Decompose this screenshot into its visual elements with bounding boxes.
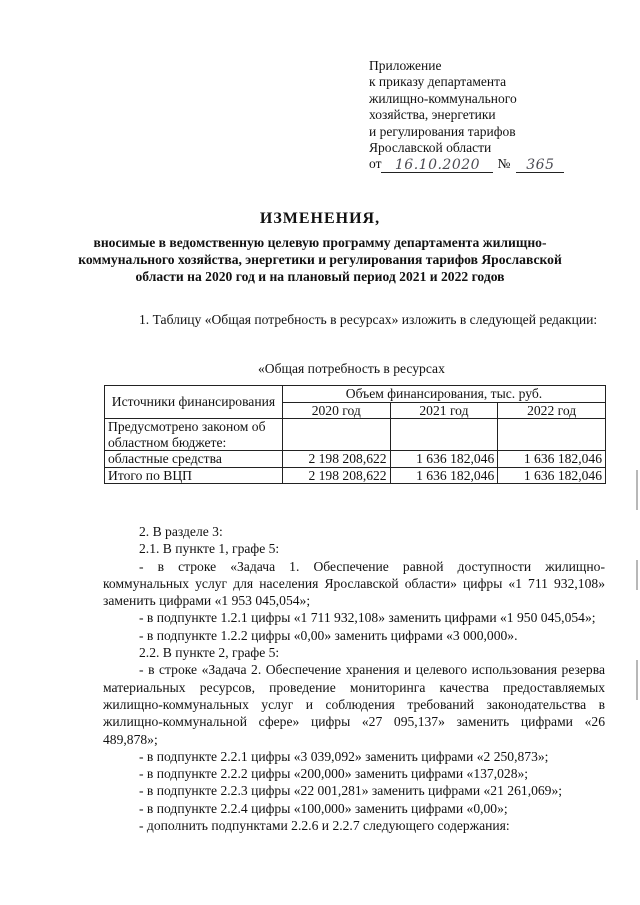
resources-table xyxy=(104,385,606,484)
header-year: 2020 год xyxy=(282,402,390,419)
empty-cell xyxy=(390,419,498,451)
row-label: областные средства xyxy=(105,451,283,468)
table-row xyxy=(105,419,606,451)
list-item: - в подпункте 2.2.3 цифры «22 001,281» заменить цифрами «21 261,069»; xyxy=(139,783,563,799)
list-item: - в подпункте 2.2.2 цифры «200,000» заменить цифрами «137,028»; xyxy=(139,766,529,782)
title-heading: ИЗМЕНЕНИЯ, xyxy=(259,210,381,227)
approval-line: Ярославской области xyxy=(369,140,492,156)
list-item: - дополнить подпунктами 2.2.6 и 2.2.7 следующего содержания: xyxy=(139,818,510,834)
approval-block xyxy=(369,58,564,173)
handwritten-number: 365 xyxy=(516,158,564,173)
approval-line: к приказу департамента xyxy=(369,74,507,90)
from-prefix: от xyxy=(369,156,382,172)
table-cell: 1 636 182,046 xyxy=(498,467,606,484)
table-cell: 1 636 182,046 xyxy=(498,451,606,468)
scan-edge-mark xyxy=(636,660,638,700)
document-title xyxy=(60,210,580,286)
order-date-number xyxy=(369,156,564,172)
title-subtitle: вносимые в ведомственную целевую программу департамента жилищно-коммунального хозяйства, энергетики и регулирования тарифов Ярославской области на 2020 год и на плановый период 2021 и 2022 годов xyxy=(78,235,562,285)
row-label: Предусмотрено законом об областном бюджете: xyxy=(105,419,283,451)
approval-line: Приложение xyxy=(369,58,442,73)
header-year: 2022 год xyxy=(498,402,606,419)
table-cell: 1 636 182,046 xyxy=(390,451,498,468)
paragraph-1: 1. Таблицу «Общая потребность в ресурсах» изложить в следующей редакции: xyxy=(139,312,598,327)
table-row xyxy=(105,467,606,484)
header-year: 2021 год xyxy=(390,402,498,419)
empty-cell xyxy=(498,419,606,451)
handwritten-date: 16.10.2020 xyxy=(381,158,493,173)
scan-edge-mark xyxy=(636,470,638,510)
approval-line: и регулирования тарифов xyxy=(369,123,516,139)
list-item: - в подпункте 2.2.4 цифры «100,000» заменить цифрами «0,00»; xyxy=(139,800,508,816)
list-item: 2. В разделе 3: xyxy=(139,524,223,539)
number-prefix: № xyxy=(497,156,511,172)
list-item: 2.1. В пункте 1, графе 5: xyxy=(139,541,280,557)
list-item: - в подпункте 2.2.1 цифры «3 039,092» заменить цифрами «2 250,873»; xyxy=(139,748,549,764)
row-label: Итого по ВЦП xyxy=(105,467,283,484)
header-volume: Объем финансирования, тыс. руб. xyxy=(282,386,605,403)
table-row xyxy=(105,451,606,468)
list-item: - в подпункте 1.2.2 цифры «0,00» заменить цифрами «3 000,000». xyxy=(139,627,518,643)
table-cell: 1 636 182,046 xyxy=(390,467,498,484)
table-caption: «Общая потребность в ресурсах xyxy=(258,361,445,376)
approval-line: хозяйства, энергетики xyxy=(369,107,496,123)
list-item: 2.2. В пункте 2, графе 5: xyxy=(139,645,280,661)
list-item: - в строке «Задача 2. Обеспечение хранения и целевого использования резерва материальных ресурсов, проведение мониторинга качества предоставляемых жилищно-коммунальных услуг и соблюдения требований законодательства в жилищно-коммунальной сфере» цифры «27 095,137» заменить цифрами «26 489,878»; xyxy=(103,662,605,747)
empty-cell xyxy=(282,419,390,451)
section-2 xyxy=(103,523,605,834)
table-cell: 2 198 208,622 xyxy=(282,467,390,484)
header-source: Источники финансирования xyxy=(105,386,283,419)
table-cell: 2 198 208,622 xyxy=(282,451,390,468)
table-header-row xyxy=(105,386,606,403)
list-item: - в строке «Задача 1. Обеспечение равной доступности жилищно-коммунальных услуг для населения Ярославской области» цифры «1 711 932,108» заменить цифрами «1 953 045,054»; xyxy=(103,558,605,609)
scan-edge-mark xyxy=(636,560,638,590)
list-item: - в подпункте 1.2.1 цифры «1 711 932,108» заменить цифрами «1 950 045,054»; xyxy=(139,610,596,626)
approval-line: жилищно-коммунального xyxy=(369,90,517,106)
